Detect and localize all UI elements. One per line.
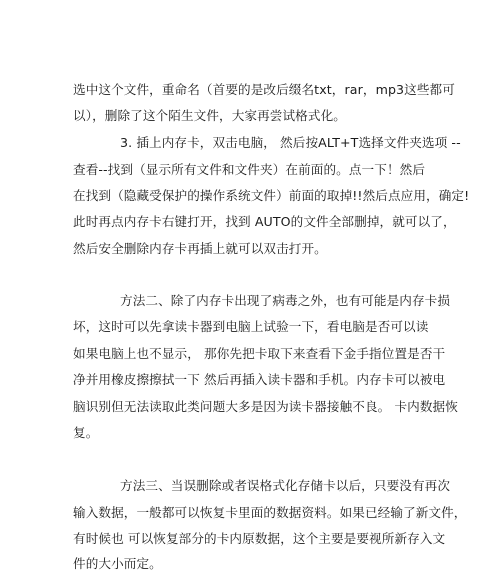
paragraph-line-1: 选中这个文件，重命名（首要的是改后缀名txt，rar，mp3这些都可 — [73, 82, 455, 97]
paragraph-line-8: 方法二、除了内存卡出现了病毒之外，也有可能是内存卡损 — [120, 293, 451, 308]
paragraph-line-6: 此时再点内存卡右键打开，找到 AUTO的文件全部删掉，就可以了， — [73, 214, 456, 229]
paragraph-line-3: 3. 插上内存卡，双击电脑， 然后按ALT+T选择文件夹选项 -- — [120, 135, 461, 150]
paragraph-line-14: 方法三、当误删除或者误格式化存储卡以后，只要没有再次 — [120, 478, 451, 493]
paragraph-line-11: 净并用橡皮擦擦拭一下 然后再插入读卡器和手机。内存卡可以被电 — [73, 372, 446, 387]
paragraph-line-9: 坏，这时可以先拿读卡器到电脑上试验一下，看电脑是否可以读 — [73, 319, 429, 334]
paragraph-line-5: 在找到（隐藏受保护的操作系统文件）前面的取掉!!然后点应用，确定! — [73, 188, 470, 203]
paragraph-line-7: 然后安全删除内存卡再插上就可以双击打开。 — [73, 241, 327, 256]
paragraph-line-10: 如果电脑上也不显示， 那你先把卡取下来查看下金手指位置是否干 — [73, 346, 446, 361]
paragraph-line-4: 查看--找到（显示所有文件和文件夹）在前面的。点一下！然后 — [73, 162, 426, 177]
paragraph-line-12: 脑识别但无法读取此类问题大多是因为读卡器接触不良。 卡内数据恢 — [73, 399, 458, 414]
paragraph-line-15: 输入数据，一般都可以恢复卡里面的数据资料。如果已经输了新文件， — [73, 505, 467, 520]
paragraph-line-17: 件的大小而定。 — [73, 556, 162, 571]
paragraph-line-13: 复。 — [73, 425, 99, 440]
paragraph-line-2: 以），删除了这个陌生文件，大家再尝试格式化。 — [73, 108, 346, 123]
paragraph-line-16: 有时候也 可以恢复部分的卡内原数据，这个主要是要视所新存入文 — [73, 531, 446, 546]
